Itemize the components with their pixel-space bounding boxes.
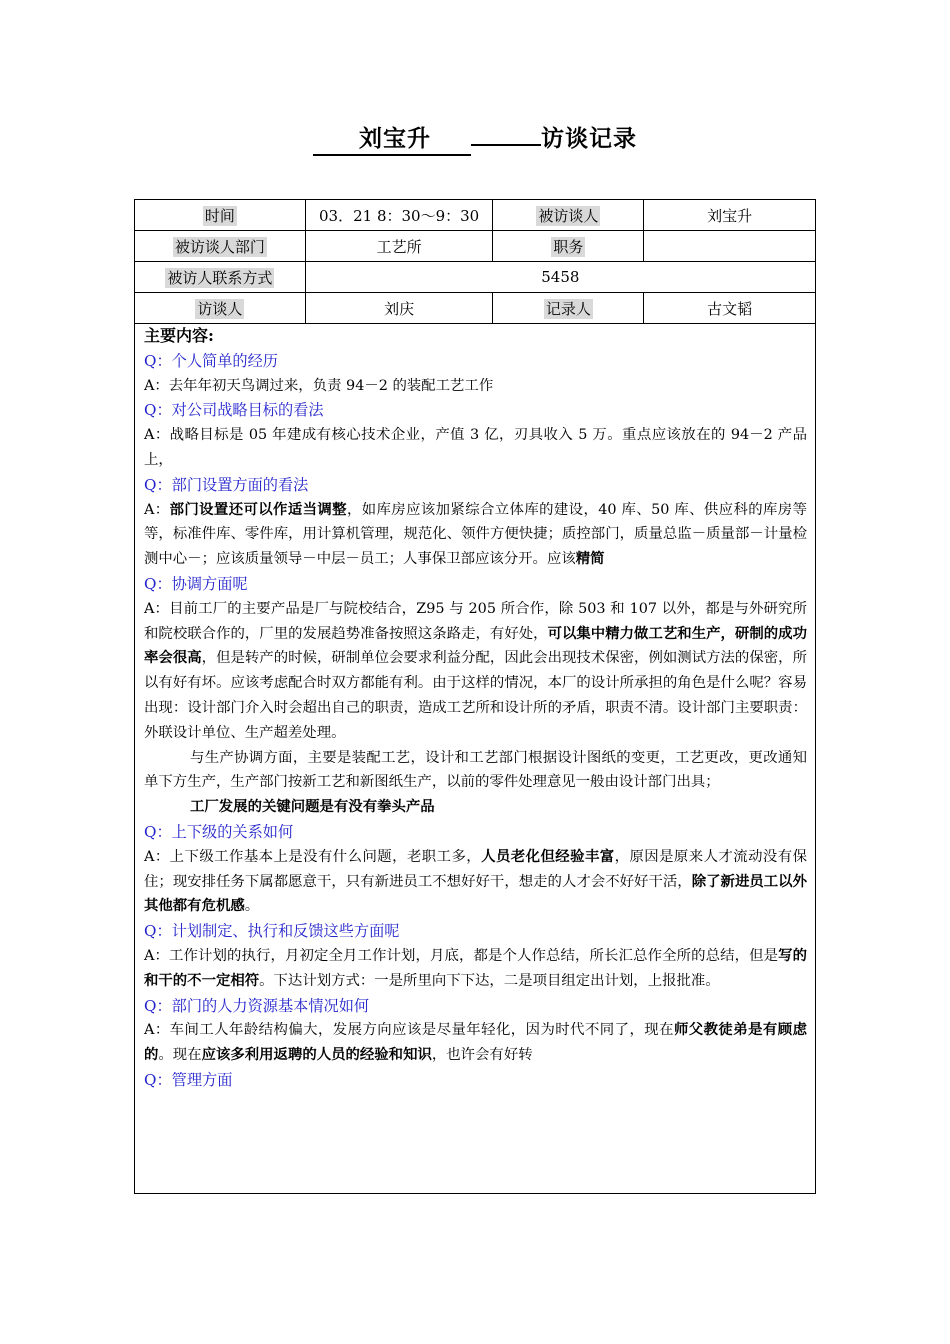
answer-emphasis: 应该多利用返聘的人员的经验和知识	[201, 1046, 432, 1064]
time-label-cell	[135, 200, 306, 231]
answer-text: ，如库房应该加紧综合立体库的建设，40 库、50 库、供应科的库房等等，标准件库、零件库，用计算机管理，规范化、领件方便快捷；质控部门，质量总监－质量部－计量检测中心－；应该质量领导－中层－员工；人事保卫部应该分开。应该	[144, 501, 807, 568]
title-underline	[471, 144, 541, 146]
interviewer-label: 访谈人	[197, 299, 243, 318]
interviewee-label-cell	[493, 200, 644, 231]
question-2: Q：对公司战略目标的看法	[144, 401, 324, 420]
dept-label-cell	[135, 231, 306, 262]
question-4: Q：协调方面呢	[144, 574, 248, 593]
answer-5	[144, 845, 807, 919]
question-1: Q：个人简单的经历	[144, 351, 278, 370]
question-8: Q：管理方面	[144, 1070, 233, 1089]
answer-text: A：车间工人年龄结构偏大，发展方向应该是尽量年轻化，因为时代不同了，现在	[144, 1022, 674, 1039]
answer-text: A：	[144, 501, 170, 518]
answer-6	[144, 944, 807, 994]
recorder-value: 古文韬	[644, 293, 816, 324]
answer-text: A：上下级工作基本上是没有什么问题，老职工多，	[144, 848, 482, 865]
interviewer-label-cell	[135, 293, 306, 324]
interviewee-value: 刘宝升	[644, 200, 816, 231]
question-6: Q：计划制定、执行和反馈这些方面呢	[144, 922, 400, 941]
position-label: 职务	[553, 237, 584, 256]
answer-emphasis: 部门设置还可以作适当调整	[169, 500, 347, 518]
position-value	[644, 231, 816, 262]
meta-table	[134, 199, 816, 324]
answer-emphasis: 可以集中精力做工艺和生产，研制的成功率会很高	[144, 624, 807, 667]
content-heading: 主要内容:	[144, 326, 214, 345]
answer-7	[144, 1018, 807, 1068]
answer-text: 。	[244, 898, 260, 915]
answer-text: ，也许会有好转	[431, 1047, 533, 1064]
meta-row	[135, 231, 816, 262]
answer-emphasis: 写的和干的不一定相符	[144, 946, 807, 989]
time-label: 时间	[204, 206, 235, 225]
answer-2: A：战略目标是 05 年建成有核心技术企业，产值 3 亿，刃具收入 5 万。重点应该放在的 94－2 产品上，	[144, 427, 807, 468]
contact-value: 5458	[305, 262, 815, 293]
answer-1: A：去年年初天鸟调过来，负责 94－2 的装配工艺工作	[144, 377, 494, 394]
answer-emphasis: 精简	[575, 550, 605, 568]
dept-value: 工艺所	[305, 231, 493, 262]
answer-emphasis: 人员老化但经验丰富	[481, 847, 615, 865]
document-title	[0, 120, 950, 156]
position-label-cell	[493, 231, 644, 262]
meta-row	[135, 200, 816, 231]
interview-content	[134, 323, 816, 1194]
time-value: 03．21 8：30～9：30	[305, 200, 493, 231]
recorder-label: 记录人	[545, 299, 591, 318]
answer-emphasis: 师父教徒弟是有顾虑的	[144, 1021, 807, 1064]
answer-text: ，但是转产的时候，研制单位会要求利益分配，因此会出现技术保密，例如测试方法的保密，所以有好有坏。应该考虑配合时双方都能有利。由于这样的情况，本厂的设计所承担的角色是什么呢？容易出现：设计部门介入时会超出自己的职责，造成工艺所和设计所的矛盾，职责不清。设计部门主要职责：外联设计单位、生产超差处理。	[144, 650, 807, 741]
dept-label: 被访谈人部门	[174, 237, 265, 256]
interviewee-label: 被访谈人	[538, 206, 599, 225]
contact-label-cell	[135, 262, 306, 293]
answer-text: A：目前工厂的主要产品是厂与院校结合，Z95 与 205 所合作，除 503 和 107 以外，都是与外研究所和院校联合作的，厂里的发展趋势准备按照这条路走，有好处，	[144, 600, 807, 642]
answer-text: ，原因是原来人才流动没有保住；现安排任务下属都愿意干，只有新进员工不想好好干，想走的人才会不好好干活，	[144, 848, 807, 890]
answer-text: 。下达计划方式：一是所里向下下达，二是项目组定出计划，上报批准。	[259, 972, 720, 989]
title-suffix: 访谈记录	[541, 125, 637, 152]
question-3: Q：部门设置方面的看法	[144, 475, 309, 494]
answer-4-paragraph-3	[144, 795, 807, 820]
contact-label: 被访人联系方式	[167, 268, 273, 287]
answer-emphasis: 工厂发展的关键问题是有没有拳头产品	[190, 798, 435, 816]
meta-row	[135, 262, 816, 293]
answer-emphasis: 除了新进员工以外其他都有危机感	[144, 872, 807, 915]
question-7: Q：部门的人力资源基本情况如何	[144, 996, 370, 1015]
answer-text: A：工作计划的执行，月初定全月工作计划，月底，都是个人作总结，所长汇总作全所的总结，但是	[144, 947, 779, 964]
answer-text: 。现在	[158, 1047, 202, 1064]
question-5: Q：上下级的关系如何	[144, 822, 294, 841]
title-name: 刘宝升	[313, 124, 471, 156]
answer-3	[144, 498, 807, 572]
answer-4	[144, 597, 807, 746]
answer-4-paragraph-2: 与生产协调方面，主要是装配工艺，设计和工艺部门根据设计图纸的变更，工艺更改，更改通知单下方生产，生产部门按新工艺和新图纸生产，以前的零件处理意见一般由设计部门出具；	[144, 749, 807, 791]
interviewer-value: 刘庆	[305, 293, 493, 324]
meta-row	[135, 293, 816, 324]
recorder-label-cell	[493, 293, 644, 324]
